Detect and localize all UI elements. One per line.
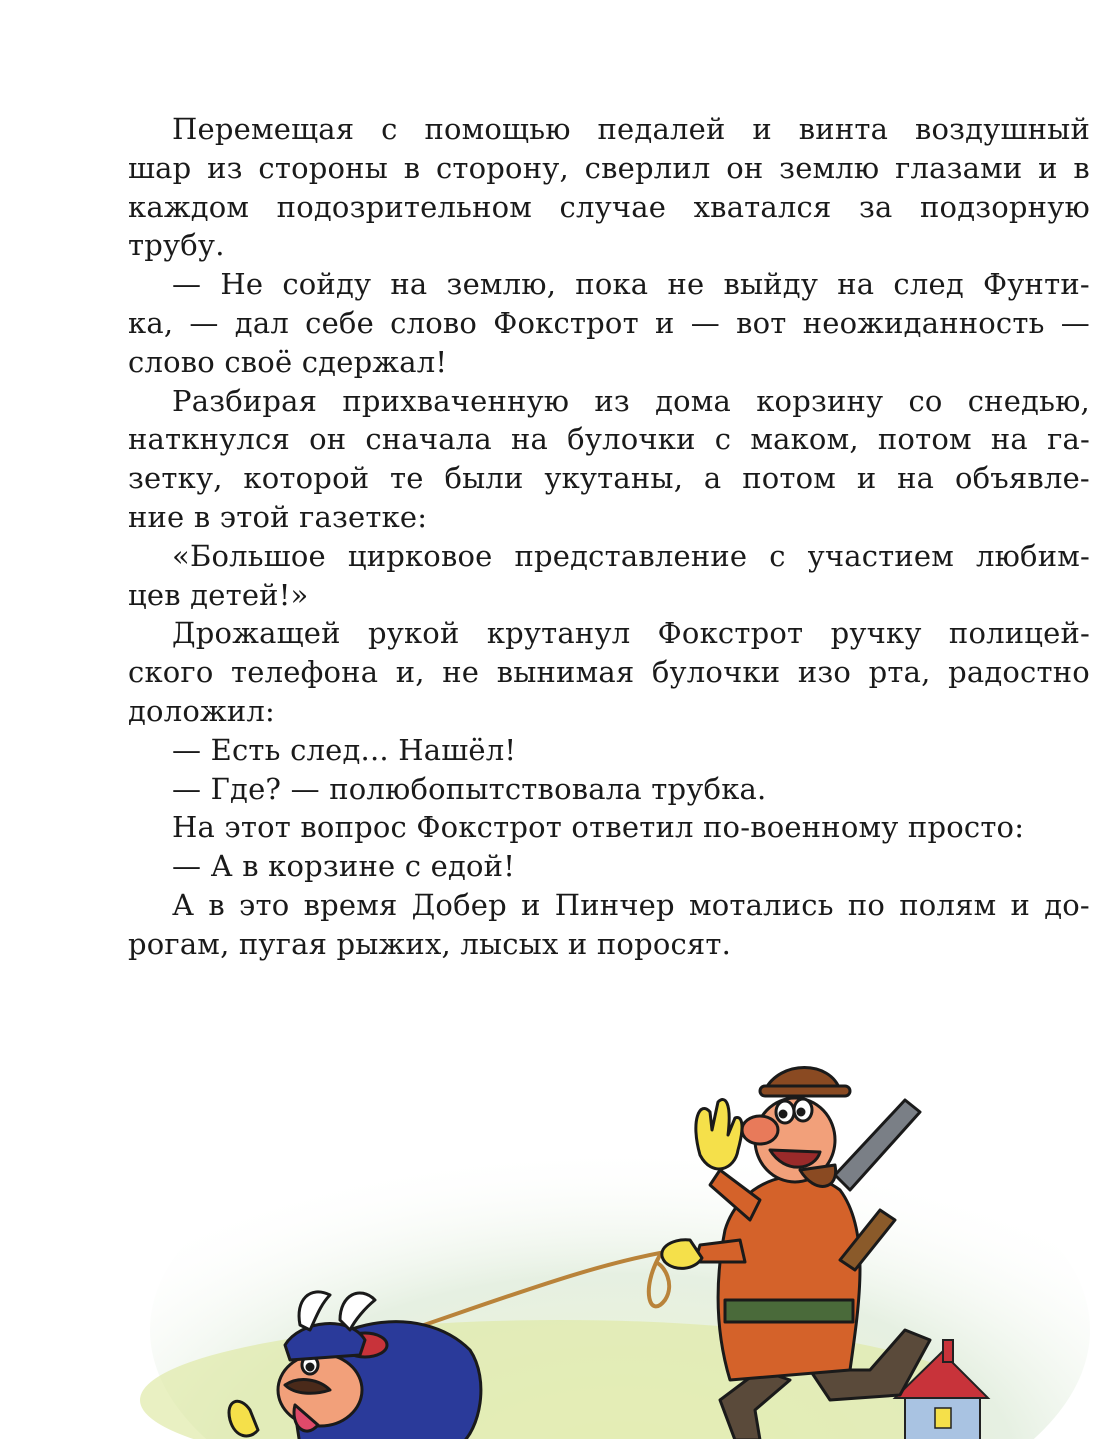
text-line: рогам, пугая рыжих, лысых и поросят. <box>128 926 732 961</box>
text-line: ка, — дал себе слово Фокстрот и — вот неожиданность — <box>128 305 1090 340</box>
story-illustration <box>0 1000 1117 1439</box>
text-line: Разбирая прихваченную из дома корзину со снедью, <box>172 383 1090 418</box>
text-line: слово своё сдержал! <box>128 344 448 379</box>
text-line: — А в корзине с едой! <box>172 849 516 884</box>
text-line: наткнулся он сначала на булочки с маком, потом на га- <box>128 422 1090 457</box>
text-line: ние в этой газетке: <box>128 499 428 534</box>
text-line: зетку, которой те были укутаны, а потом и на объявле- <box>128 461 1090 496</box>
text-line: каждом подозрительном случае хватался за подзорную <box>128 189 1090 224</box>
text-line: доложил: <box>128 693 275 728</box>
text-line: — Где? — полюбопытствовала трубка. <box>172 771 767 806</box>
text-line: А в это время Добер и Пинчер мотались по полям и до- <box>172 887 1090 922</box>
text-line: «Большое цирковое представление с участием любим- <box>172 538 1090 573</box>
text-line: цев детей!» <box>128 577 309 612</box>
text-line: шар из стороны в сторону, сверлил он землю глазами и в <box>128 150 1090 185</box>
story-text <box>128 110 1090 964</box>
text-line: Перемещая с помощью педалей и винта воздушный <box>172 112 1090 146</box>
text-line: трубу. <box>128 228 225 263</box>
text-line: На этот вопрос Фокстрот ответил по-военному просто: <box>172 810 1025 845</box>
text-line: ского телефона и, не вынимая булочки изо рта, радостно <box>128 655 1090 690</box>
text-line: — Не сойду на землю, пока не выйду на след Фунти- <box>172 267 1090 302</box>
text-line: Дрожащей рукой крутанул Фокстрот ручку полицей- <box>172 616 1090 651</box>
text-line: — Есть след... Нашёл! <box>172 732 517 767</box>
